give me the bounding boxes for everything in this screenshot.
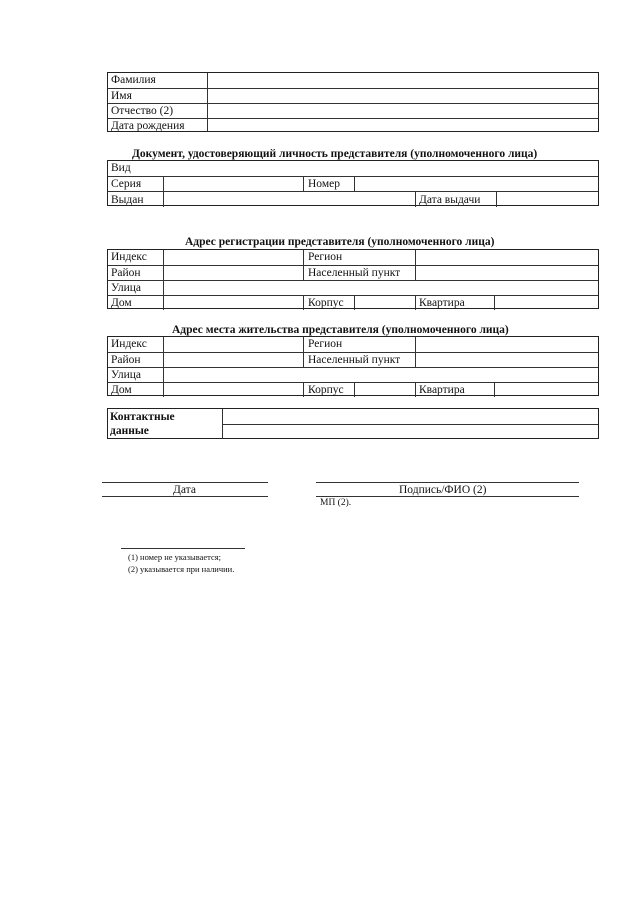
res-district-row: [108, 352, 598, 367]
reg-house-row: [108, 295, 598, 310]
name-label: Имя: [111, 90, 132, 102]
registration-address-title: Адрес регистрации представителя (уполномоченного лица): [185, 236, 495, 248]
res-apartment-label: Квартира: [419, 384, 465, 396]
birth-date-label: Дата рождения: [111, 120, 185, 132]
res-building-label: Корпус: [308, 384, 344, 396]
id-number-label: Номер: [308, 178, 340, 190]
id-series-label: Серия: [111, 178, 142, 190]
res-street-row: [108, 367, 598, 382]
footnote-2: (2) указывается при наличии.: [128, 564, 235, 574]
residence-address-table: [107, 336, 599, 396]
res-index-label: Индекс: [111, 338, 147, 350]
contacts-label: Контактные данные: [110, 411, 175, 437]
res-house-label: Дом: [111, 384, 132, 396]
id-document-title: Документ, удостоверяющий личность представителя (уполномоченного лица): [132, 148, 538, 160]
reg-street-label: Улица: [111, 282, 141, 294]
id-issue-date-label: Дата выдачи: [419, 194, 481, 206]
reg-index-label: Индекс: [111, 251, 147, 263]
res-house-row: [108, 382, 598, 397]
id-type-row: [108, 161, 598, 176]
res-district-label: Район: [111, 354, 141, 366]
surname-row: [108, 73, 598, 88]
id-issued-by-label: Выдан: [111, 194, 144, 206]
footnote-separator: [121, 548, 245, 549]
date-line-bottom: [102, 496, 268, 497]
res-street-label: Улица: [111, 369, 141, 381]
res-region-label: Регион: [308, 338, 343, 350]
patronymic-row: [108, 103, 598, 118]
reg-index-row: [108, 250, 598, 265]
id-series-row: [108, 176, 598, 191]
id-issued-row: [108, 191, 598, 207]
id-document-table: [107, 160, 599, 206]
reg-locality-label: Населенный пункт: [308, 267, 401, 279]
date-label: Дата: [173, 484, 196, 496]
reg-street-row: [108, 280, 598, 295]
reg-building-label: Корпус: [308, 297, 344, 309]
reg-house-label: Дом: [111, 297, 132, 309]
reg-district-row: [108, 265, 598, 280]
reg-region-label: Регион: [308, 251, 343, 263]
birth-date-row: [108, 118, 598, 133]
reg-district-label: Район: [111, 267, 141, 279]
id-type-label: Вид: [111, 162, 131, 174]
reg-apartment-label: Квартира: [419, 297, 465, 309]
surname-label: Фамилия: [111, 74, 156, 86]
footnote-1: (1) номер не указывается;: [128, 552, 222, 562]
contacts-table: [107, 408, 599, 439]
res-locality-label: Населенный пункт: [308, 354, 401, 366]
patronymic-label: Отчество (2): [111, 105, 174, 117]
stamp-label: МП (2).: [320, 498, 352, 508]
registration-address-table: [107, 249, 599, 309]
res-index-row: [108, 337, 598, 352]
signature-line-bottom: [316, 496, 579, 497]
person-table: [107, 72, 599, 132]
signature-label: Подпись/ФИО (2): [399, 484, 487, 496]
name-row: [108, 88, 598, 103]
residence-address-title: Адрес места жительства представителя (уполномоченного лица): [172, 324, 509, 336]
